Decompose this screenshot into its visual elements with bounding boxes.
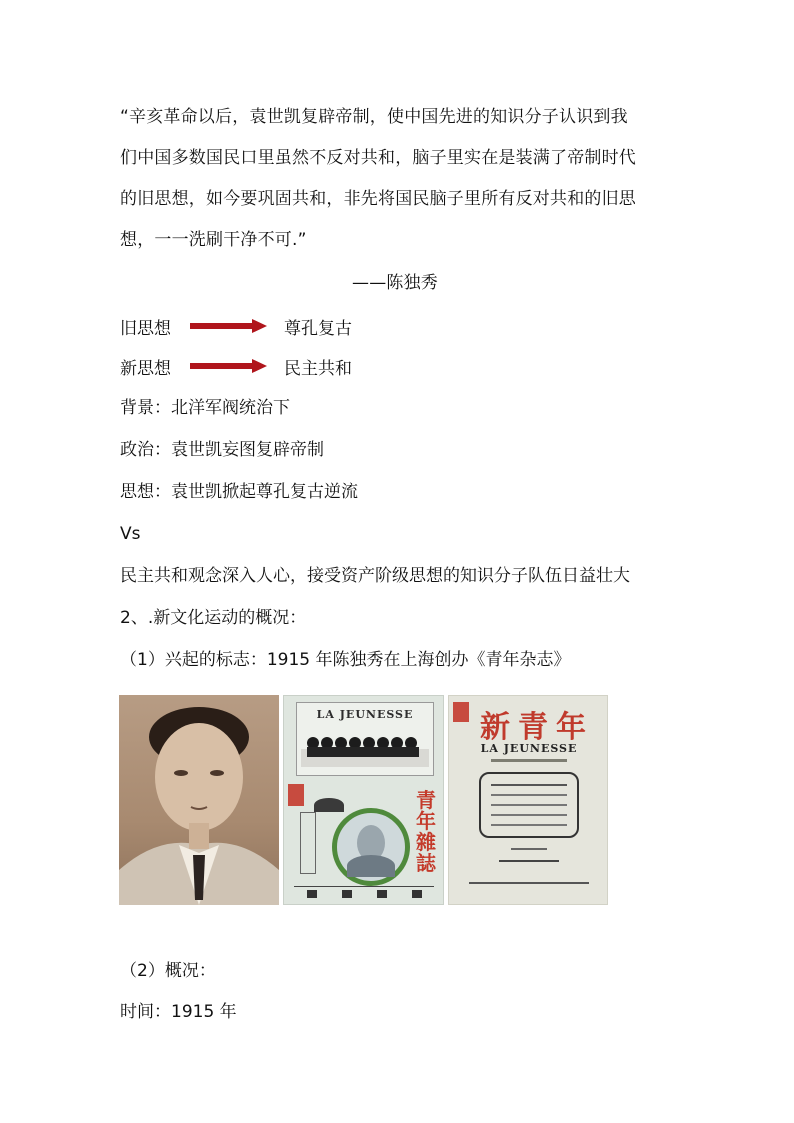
background-line: 背景：北洋军阀统治下 xyxy=(120,398,290,418)
section-2-item-1: （1）兴起的标志：1915 年陈独秀在上海创办《青年杂志》 xyxy=(120,650,571,670)
old-thought-label: 旧思想 xyxy=(120,318,171,339)
old-thought-result: 尊孔复古 xyxy=(284,318,352,339)
section-2-heading: 2、.新文化运动的概况： xyxy=(120,608,307,628)
red-seal-icon xyxy=(288,784,304,806)
cover-1-masthead: LA JEUNESSE xyxy=(316,708,414,721)
quote-line-3: 的旧思想，如今要巩固共和，非先将国民脑子里所有反对共和的旧思 xyxy=(120,189,636,209)
wreath-portrait xyxy=(332,808,410,886)
cover-2-title: 新青年 xyxy=(480,710,594,745)
section-2-item-2: （2）概况： xyxy=(120,961,216,981)
cover-1-footer xyxy=(294,886,434,901)
new-youth-cover xyxy=(448,695,608,905)
new-thought-label: 新思想 xyxy=(120,358,171,379)
quote-attribution: ——陈独秀 xyxy=(352,273,438,293)
right-arrow-icon xyxy=(190,359,267,373)
versus-line: Vs xyxy=(120,524,141,544)
quote-line-2: 们中国多数国民口里虽然不反对共和，脑子里实在是装满了帝制时代 xyxy=(120,148,636,168)
crest-icon xyxy=(314,798,344,812)
time-line: 时间：1915 年 xyxy=(120,1002,237,1022)
thought-line: 思想：袁世凯掀起尊孔复古逆流 xyxy=(120,482,358,502)
new-thought-result: 民主共和 xyxy=(284,358,352,379)
table-of-contents-box xyxy=(479,772,579,838)
quote-line-1: “辛亥革命以后，袁世凯复辟帝制，使中国先进的知识分子认识到我 xyxy=(120,107,628,127)
youth-magazine-cover xyxy=(283,695,444,905)
right-arrow-icon xyxy=(190,319,267,333)
chen-duxiu-portrait xyxy=(119,695,279,905)
democracy-line: 民主共和观念深入人心，接受资产阶级思想的知识分子队伍日益壮大 xyxy=(120,566,630,586)
cover-2-masthead: LA JEUNESSE xyxy=(480,742,578,755)
new-thought-row xyxy=(120,355,352,377)
old-thought-row xyxy=(120,315,352,337)
politics-line: 政治：袁世凯妄图复辟帝制 xyxy=(120,440,324,460)
quote-line-4: 想，一一洗刷干净不可.” xyxy=(120,230,307,250)
cover-1-title: 青年雜誌 xyxy=(416,788,436,875)
volume-label-box xyxy=(300,812,316,874)
